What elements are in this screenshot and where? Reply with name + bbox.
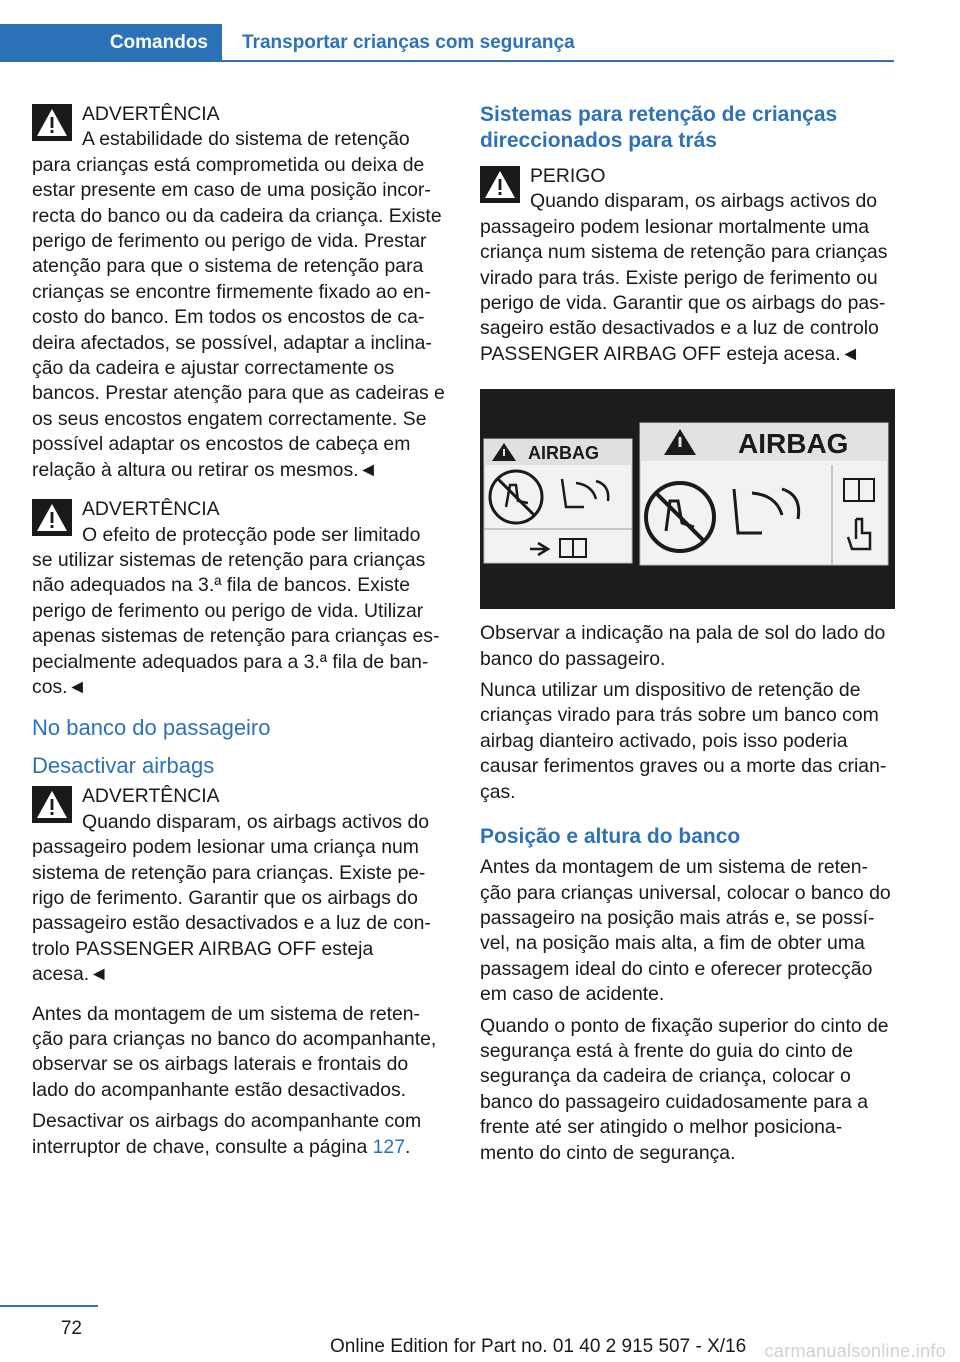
danger-block <box>480 164 896 367</box>
paragraph-never-rear-facing: Nunca utilizar um dispositivo de retenção de crianças virado para trás sobre um banco com airbag dianteiro activado, pois isso poderia causar ferimentos graves ou a morte das crian-ças. <box>480 679 887 803</box>
left-column <box>32 102 448 1166</box>
page-number: 72 <box>60 1318 82 1339</box>
heading-passenger-seat: No banco do passageiro <box>32 715 271 741</box>
header-rule <box>222 60 894 62</box>
chapter-header <box>0 24 894 62</box>
warning-title: ADVERTÊNCIA <box>82 498 220 521</box>
heading-deactivate-airbags: Desactivar airbags <box>32 753 215 779</box>
airbag-warning-label-figure <box>480 389 895 609</box>
airbag-label-large: AIRBAG <box>738 428 849 460</box>
warning-text-first-line: A estabilidade do sistema de retenção <box>82 128 410 151</box>
danger-title: PERIGO <box>530 165 606 187</box>
warning-block-stability <box>32 102 448 483</box>
edition-info: Online Edition for Part no. 01 40 2 915 507 - X/16 <box>330 1336 747 1357</box>
paragraph-deactivate-key: Desactivar os airbags do acompanhante com interruptor de chave, consulte a página 127. <box>32 1110 422 1158</box>
warning-text-first-line: O efeito de protecção pode ser limitado <box>82 523 421 546</box>
warning-block-third-row <box>32 497 448 700</box>
warning-text: se utilizar sistemas de retenção para crianças não adequados na 3.ª fila de bancos. Existe perigo de ferimento ou perigo de vida. Utilizar apenas sistemas de retenção para crianças es-pecialmente adequados para a 3.ª fila de ban-cos.◄ <box>32 548 440 698</box>
paragraph-belt-anchor: Quando o ponto de fixação superior do cinto de segurança está à frente do guia do cinto de segurança da cadeira de criança, colocar o banco do passageiro cuidadosamente para a frente até ser atingido o melhor posiciona-mento do cinto de segurança. <box>480 1014 889 1164</box>
paragraph-before-mounting: Antes da montagem de um sistema de reten-ção para crianças no banco do acompanhante, observar se os airbags laterais e frontais do lado do acompanhante estão desactivados. <box>32 1002 437 1101</box>
warning-text: passageiro podem lesionar uma criança num sistema de retenção para crianças. Existe pe-rigo de ferimento. Garantir que os airbags do passageiro estão desactivados e a luz de con-trolo PASSENGER AIRBAG OFF esteja acesa.◄ <box>32 836 431 986</box>
warning-block-airbags <box>32 784 448 987</box>
warning-title: ADVERTÊNCIA <box>82 785 220 808</box>
warning-text-first-line: Quando disparam, os airbags activos do <box>82 810 430 833</box>
heading-seat-position-height: Posição e altura do banco <box>480 825 741 849</box>
warning-triangle-icon <box>32 499 72 536</box>
right-column <box>480 102 896 1172</box>
heading-rear-facing-systems: Sistemas para retenção de crianças direccionados para trás <box>480 103 838 152</box>
warning-triangle-icon <box>32 786 72 823</box>
paragraph-seat-position: Antes da montagem de um sistema de reten-ção para crianças universal, colocar o banco do passageiro na posição mais atrás e, se possí-vel, na posição mais alta, a fim de obter uma passagem ideal do cinto e oferecer protecção em caso de acidente. <box>480 856 891 1006</box>
danger-text-first-line: Quando disparam, os airbags activos do <box>530 190 878 213</box>
warning-triangle-icon <box>32 104 72 141</box>
danger-text: passageiro podem lesionar mortalmente uma criança num sistema de retenção para crianças virado para trás. Existe perigo de ferimento ou perigo de vida. Garantir que os airbags do pas-sageiro estão desactivados e a luz de controlo PASSENGER AIRBAG OFF esteja acesa.◄ <box>480 215 888 365</box>
paragraph-sun-visor: Observar a indicação na pala de sol do lado do banco do passageiro. <box>480 622 886 670</box>
tab-section-title[interactable]: Transportar crianças com segurança <box>242 32 575 53</box>
airbag-label-small: AIRBAG <box>528 443 599 464</box>
page-link-127[interactable]: 127 <box>372 1135 405 1158</box>
watermark: carmanualsonline.info <box>764 1341 946 1361</box>
warning-text: para crianças está comprometida ou deixa de estar presente em caso de uma posição incor-recta do banco ou da cadeira da criança. Existe perigo de ferimento ou perigo de vida. Prestar atenção para que o sistema de retenção para crianças se encontre firmemente fixado ao en-costo do banco. Em todos os encostos de ca-deira afectados, se possível, adaptar a inclina-ção da cadeira e ajustar correctamente os bancos. Prestar atenção para que as cadeiras e os seus encostos engatem correctamente. Se possível adaptar os encostos de cabeça em relação à altura ou retirar os mesmos.◄ <box>32 153 445 481</box>
airbag-label-illustration <box>480 389 895 609</box>
tab-comandos[interactable]: Comandos <box>0 24 222 62</box>
footer-rule <box>0 1305 98 1307</box>
warning-triangle-icon <box>480 166 520 203</box>
warning-title: ADVERTÊNCIA <box>82 103 220 125</box>
